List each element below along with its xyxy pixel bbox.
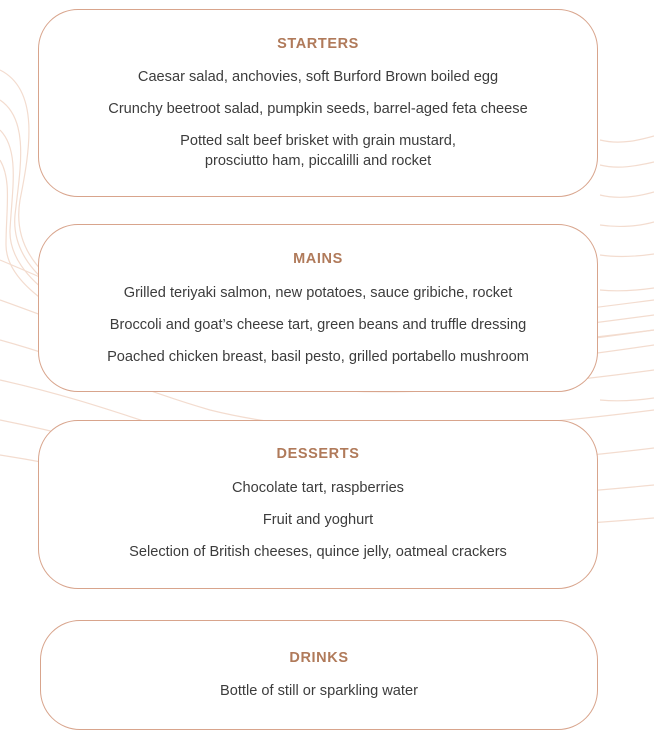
mains-section <box>38 224 598 392</box>
menu-item <box>39 131 597 171</box>
menu-item <box>39 542 597 562</box>
menu-item-line: Crunchy beetroot salad, pumpkin seeds, barrel-aged feta cheese <box>108 101 528 117</box>
drinks-section <box>40 620 598 730</box>
menu-item-line: Chocolate tart, raspberries <box>232 480 404 496</box>
menu-item <box>39 347 597 367</box>
menu-item <box>39 510 597 530</box>
starters-section <box>38 9 598 197</box>
desserts-heading: DESSERTS <box>276 446 360 462</box>
menu-item <box>39 283 597 303</box>
menu-item-line: Broccoli and goat’s cheese tart, green beans and truffle dressing <box>109 317 527 333</box>
menu-item <box>39 99 597 119</box>
starters-heading: STARTERS <box>277 36 359 52</box>
desserts-items <box>39 478 597 574</box>
drinks-items <box>41 681 597 713</box>
menu-item-line: prosciutto ham, piccalilli and rocket <box>204 153 432 169</box>
menu-item-line: Potted salt beef brisket with grain mustard, <box>180 133 456 149</box>
menu-item <box>39 315 597 335</box>
menu-item-line: Bottle of still or sparkling water <box>220 683 418 699</box>
drinks-heading: DRINKS <box>289 650 349 666</box>
mains-heading: MAINS <box>293 251 343 267</box>
desserts-section <box>38 420 598 589</box>
menu-item-line: Fruit and yoghurt <box>262 512 374 528</box>
menu-item <box>41 681 597 701</box>
mains-items <box>39 283 597 379</box>
menu-item-line: Caesar salad, anchovies, soft Burford Brown boiled egg <box>137 69 499 85</box>
menu-item-line: Poached chicken breast, basil pesto, grilled portabello mushroom <box>107 349 529 365</box>
menu-item-line: Grilled teriyaki salmon, new potatoes, sauce gribiche, rocket <box>123 285 513 301</box>
menu-item <box>39 67 597 87</box>
starters-items <box>39 67 597 183</box>
menu-item-line: Selection of British cheeses, quince jelly, oatmeal crackers <box>129 544 507 560</box>
menu-item <box>39 478 597 498</box>
